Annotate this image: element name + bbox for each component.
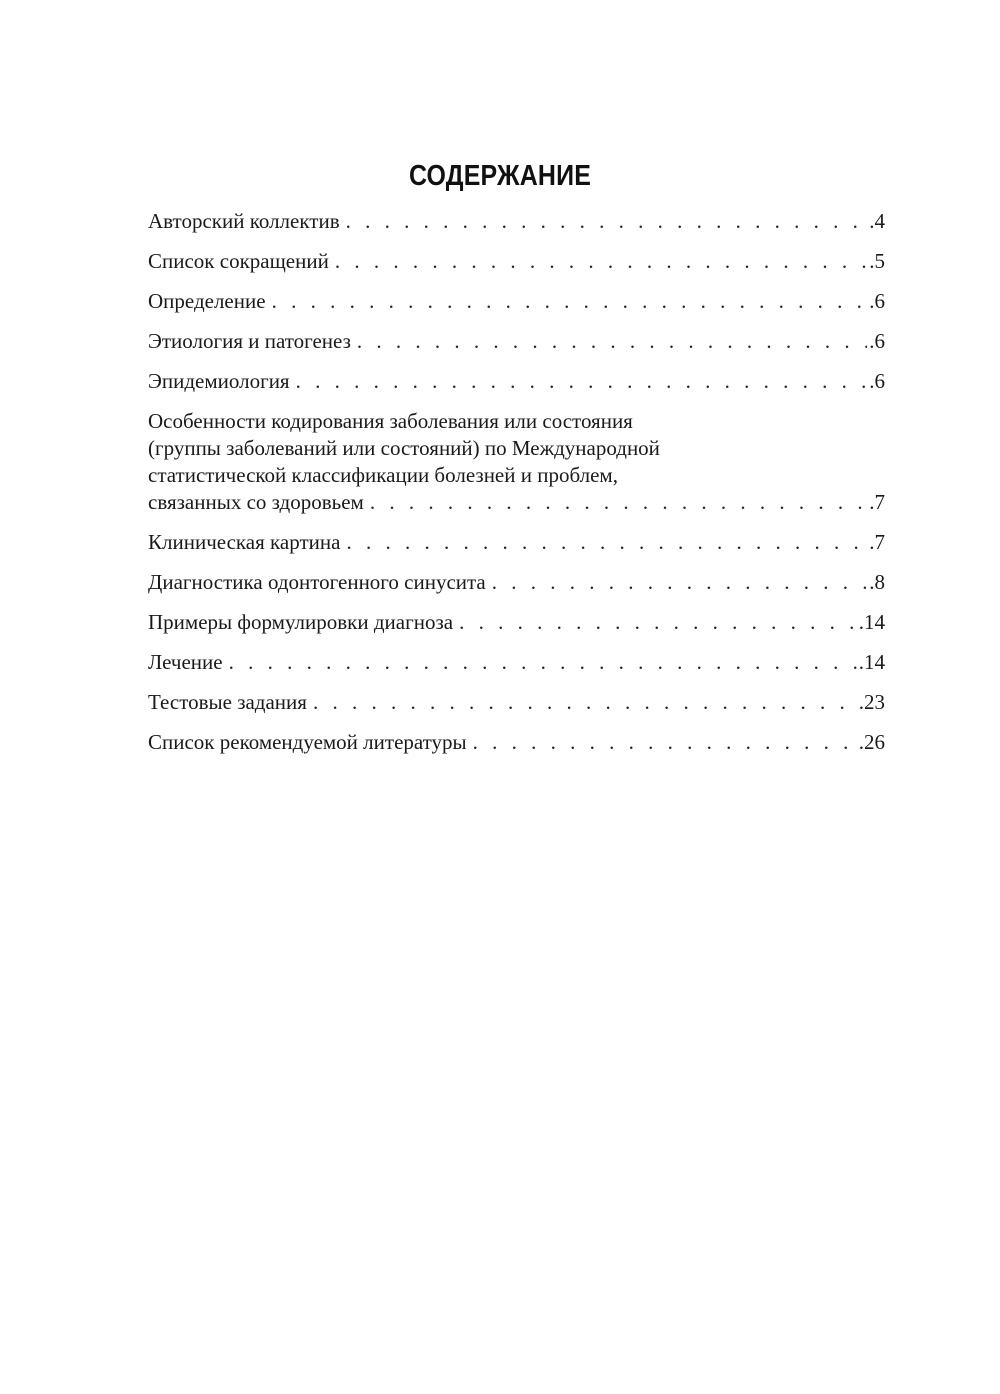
toc-row bbox=[148, 288, 885, 315]
toc-row bbox=[148, 328, 885, 355]
toc-entry-epidemiology bbox=[148, 368, 885, 395]
toc-entry-label: Диагностика одонтогенного синусита bbox=[148, 570, 486, 594]
toc-entry-label: Тестовые задания bbox=[148, 690, 307, 714]
dot-leader bbox=[370, 489, 867, 516]
toc-row bbox=[148, 569, 885, 596]
dot-leader bbox=[313, 689, 857, 716]
dot-leader bbox=[296, 368, 868, 395]
toc-entry-page: .23 bbox=[858, 690, 885, 714]
toc-entry-page: .5 bbox=[869, 249, 885, 273]
toc-row bbox=[148, 368, 885, 395]
toc-row bbox=[148, 609, 885, 636]
toc-row bbox=[148, 529, 885, 556]
toc-entry-diagnostics bbox=[148, 569, 885, 596]
dot-leader bbox=[357, 328, 867, 355]
toc-entry-authors bbox=[148, 208, 885, 235]
toc-entry-label: Примеры формулировки диагноза bbox=[148, 610, 454, 634]
toc-entry-test-tasks bbox=[148, 689, 885, 716]
toc-entry-label: Эпидемиология bbox=[148, 369, 290, 393]
toc-entry-abbreviations bbox=[148, 248, 885, 275]
toc-entry-references bbox=[148, 729, 885, 756]
dot-leader bbox=[346, 208, 868, 235]
toc-entry-label: Этиология и патогенез bbox=[148, 329, 351, 353]
toc-entry-page: .14 bbox=[858, 650, 885, 674]
toc-entry-label: Список сокращений bbox=[148, 249, 329, 273]
toc-entry-page: .6 bbox=[869, 329, 885, 353]
toc-entry-label: связанных со здоровьем bbox=[148, 490, 364, 514]
dot-leader bbox=[492, 569, 867, 596]
toc-entry-diagnosis-examples bbox=[148, 609, 885, 636]
toc-entry-label: Список рекомендуемой литературы bbox=[148, 730, 467, 754]
toc-entry-label-line: (группы заболеваний или состояний) по Международной bbox=[148, 436, 660, 460]
dot-leader bbox=[272, 288, 868, 315]
dot-leader bbox=[459, 609, 857, 636]
toc-entry-treatment bbox=[148, 649, 885, 676]
toc-entry-definition bbox=[148, 288, 885, 315]
page-title: СОДЕРЖАНИЕ bbox=[408, 160, 592, 192]
toc-entry-page: .14 bbox=[858, 610, 885, 634]
toc-entry-page: .6 bbox=[869, 289, 885, 313]
dot-leader bbox=[335, 248, 867, 275]
toc-entry-label: Клиническая картина bbox=[148, 530, 341, 554]
toc-row bbox=[148, 729, 885, 756]
toc-entry-etiology bbox=[148, 328, 885, 355]
dot-leader bbox=[229, 649, 857, 676]
toc-entry-page: .4 bbox=[869, 209, 885, 233]
toc-row bbox=[148, 248, 885, 275]
toc-entry-label: Определение bbox=[148, 289, 266, 313]
toc-entry-page: .6 bbox=[869, 369, 885, 393]
toc-row bbox=[148, 689, 885, 716]
toc-entry-label: Авторский коллектив bbox=[148, 209, 340, 233]
table-of-contents bbox=[148, 208, 885, 769]
toc-entry-page: .7 bbox=[869, 530, 885, 554]
toc-entry-page: .26 bbox=[858, 730, 885, 754]
toc-row bbox=[148, 489, 885, 516]
toc-entry-label-line: Особенности кодирования заболевания или состояния bbox=[148, 409, 633, 433]
toc-entry-clinical-picture bbox=[148, 529, 885, 556]
dot-leader bbox=[346, 529, 867, 556]
toc-row bbox=[148, 208, 885, 235]
toc-entry-label: Лечение bbox=[148, 650, 223, 674]
toc-entry-icd-coding bbox=[148, 408, 885, 516]
toc-entry-page: .8 bbox=[869, 570, 885, 594]
toc-row bbox=[148, 649, 885, 676]
toc-entry-page: .7 bbox=[869, 490, 885, 514]
dot-leader bbox=[473, 729, 857, 756]
toc-entry-label-line: статистической классификации болезней и проблем, bbox=[148, 463, 618, 487]
